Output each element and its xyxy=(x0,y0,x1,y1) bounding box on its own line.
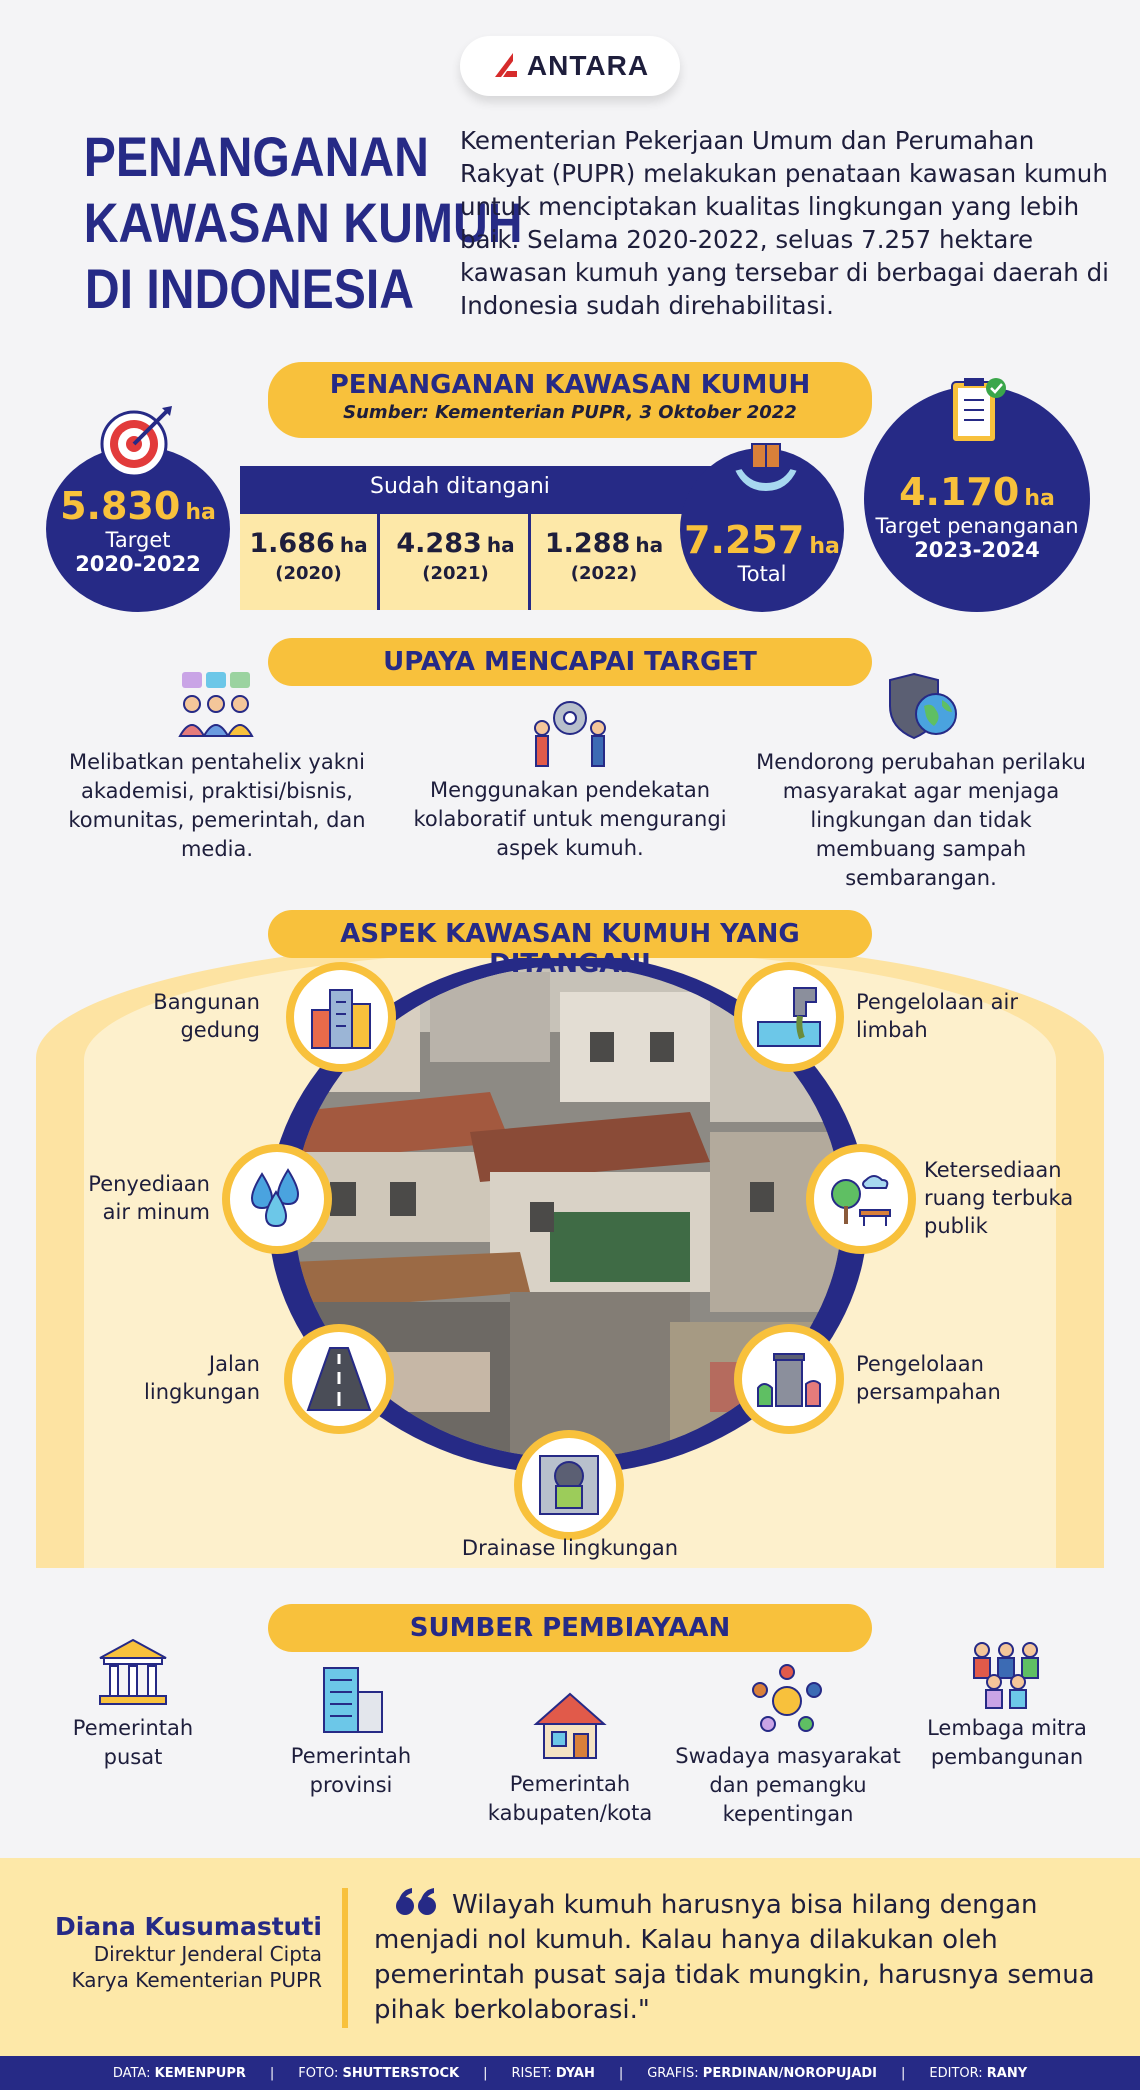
logo-text: ANTARA xyxy=(526,50,650,81)
office-tower-icon xyxy=(314,1662,388,1736)
hands-box-icon xyxy=(730,440,802,504)
efforts-header xyxy=(268,638,872,686)
page-title xyxy=(83,124,523,322)
aspect-icon-ring xyxy=(806,1144,916,1254)
government-building-icon xyxy=(96,1636,170,1710)
funding-title: SUMBER PEMBIAYAAN xyxy=(409,1613,731,1643)
funding-label: Pemerintah pusat xyxy=(72,1716,194,1769)
credit-separator: | xyxy=(618,2065,624,2081)
quote-body: Wilayah kumuh harusnya bisa hilang dengan menjadi nol kumuh. Kalau hanya dilakukan oleh pemerintah pusat saja tidak mungkin, harusnya semua pihak berkolaborasi." xyxy=(374,1890,1095,2025)
effort-text: Melibatkan pentahelix yakni akademisi, praktisi/bisnis, komunitas, pemerintah, dan media. xyxy=(68,750,366,861)
aspect-icon-ring xyxy=(734,962,844,1072)
target-value: 5.830 xyxy=(60,484,181,528)
target-period: 2020-2022 xyxy=(75,552,201,576)
target-bullseye-icon xyxy=(100,402,176,478)
total-value: 7.257 xyxy=(684,518,805,562)
year-unit: ha xyxy=(635,533,664,557)
year-cell-2020 xyxy=(240,514,380,610)
intro-text: Kementerian Pekerjaan Umum dan Perumahan Rakyat (PUPR) melakukan penataan kawasan kumuh untuk menciptakan kualitas lingkungan yang lebih baik. Selama 2020-2022, seluas 7.257 hektare kawasan kumuh yang tersebar di berbagai daerah di Indonesia sudah direhabilitasi. xyxy=(460,126,1109,320)
speaker-role: Direktur Jenderal Cipta xyxy=(93,1942,322,1966)
gears-collaboration-icon xyxy=(530,692,610,770)
aspect-icon-ring xyxy=(734,1324,844,1434)
year-label: (2020) xyxy=(275,563,342,584)
speaker-name: Diana Kusumastuti xyxy=(54,1912,322,1941)
title-line: PENANGANAN xyxy=(83,125,429,188)
checklist-clipboard-icon xyxy=(946,374,1010,448)
road-icon xyxy=(304,1344,374,1414)
aspect-label: Drainase lingkungan xyxy=(461,1536,679,1560)
trash-bins-icon xyxy=(754,1344,824,1414)
handling-header xyxy=(268,362,872,438)
target-unit: ha xyxy=(185,500,216,525)
group-people-icon xyxy=(966,1640,1046,1710)
quote-divider xyxy=(342,1888,348,2028)
done-label: Sudah ditangani xyxy=(370,474,550,499)
year-value: 1.288 xyxy=(544,528,631,559)
wastewater-pipe-icon xyxy=(754,982,824,1052)
total-unit: ha xyxy=(809,534,840,559)
title-line: DI INDONESIA xyxy=(84,257,415,320)
antara-logo-icon xyxy=(491,51,521,81)
target-label: Target xyxy=(105,528,171,552)
year-value: 1.686 xyxy=(249,528,335,559)
aspects-title: ASPEK KAWASAN KUMUH YANG DITANGANI xyxy=(340,919,800,979)
credit-separator: | xyxy=(483,2065,488,2081)
park-icon xyxy=(826,1164,896,1234)
shield-earth-icon xyxy=(886,670,960,742)
funding-label: Swadaya masyarakat dan pemangku kepentingan xyxy=(675,1744,901,1826)
aspect-label: Jalan lingkungan xyxy=(144,1352,260,1404)
credit-separator: | xyxy=(901,2065,906,2081)
future-period: 2023-2024 xyxy=(914,538,1040,562)
speaker-role: Karya Kementerian PUPR xyxy=(71,1968,322,1992)
credit-item: GRAFIS: PERDINAN/NOROPUJADI xyxy=(647,2065,878,2081)
year-label: (2022) xyxy=(570,563,638,584)
house-icon xyxy=(532,1690,608,1764)
funding-label: Pemerintah provinsi xyxy=(290,1744,412,1797)
quote-text xyxy=(374,1888,1104,2028)
year-cell-2021 xyxy=(383,514,531,610)
year-unit: ha xyxy=(486,533,515,557)
total-label: Total xyxy=(737,562,787,586)
aspect-icon-ring xyxy=(222,1144,332,1254)
speaker-block xyxy=(20,1912,322,1993)
drainage-icon xyxy=(534,1450,604,1520)
people-chat-icon xyxy=(178,668,254,740)
community-circle-icon xyxy=(750,1664,824,1738)
aspect-icon-ring xyxy=(514,1430,624,1540)
funding-label: Pemerintah kabupaten/kota xyxy=(487,1772,653,1825)
credit-separator: | xyxy=(269,2065,275,2081)
aspect-icon-ring xyxy=(286,962,396,1072)
aspect-label: Ketersediaan ruang terbuka publik xyxy=(924,1158,1074,1238)
efforts-title: UPAYA MENCAPAI TARGET xyxy=(383,647,757,677)
credits-footer xyxy=(0,2056,1140,2090)
antara-logo xyxy=(460,36,680,96)
credit-item: FOTO: SHUTTERSTOCK xyxy=(298,2065,460,2081)
credit-item: DATA: KEMENPUPR xyxy=(112,2065,246,2081)
year-unit: ha xyxy=(339,533,368,557)
future-unit: ha xyxy=(1024,486,1055,511)
effort-text: Mendorong perubahan perilaku masyarakat agar menjaga lingkungan dan tidak membuang sampah sembarangan. xyxy=(756,750,1086,890)
funding-label: Lembaga mitra pembangunan xyxy=(927,1716,1087,1769)
year-label: (2021) xyxy=(422,563,489,584)
future-value: 4.170 xyxy=(899,470,1020,514)
funding-header xyxy=(268,1604,872,1652)
year-value: 4.283 xyxy=(396,528,482,559)
handling-source: Sumber: Kementerian PUPR, 3 Oktober 2022 xyxy=(343,402,797,423)
buildings-icon xyxy=(306,982,376,1052)
aspect-label: Bangunan gedung xyxy=(153,990,260,1042)
credit-item: RISET: DYAH xyxy=(511,2065,595,2081)
aspect-icon-ring xyxy=(284,1324,394,1434)
aspect-label: Penyediaan air minum xyxy=(88,1172,210,1224)
handling-title: PENANGANAN KAWASAN KUMUH xyxy=(329,370,811,400)
title-line: KAWASAN KUMUH xyxy=(83,191,523,254)
aspect-label: Pengelolaan air limbah xyxy=(856,990,1018,1042)
future-label: Target penanganan xyxy=(875,514,1079,538)
water-drops-icon xyxy=(242,1164,312,1234)
year-cell-2022 xyxy=(534,514,674,610)
aspects-header xyxy=(268,910,872,979)
credit-item: EDITOR: RANY xyxy=(929,2065,1028,2081)
effort-text: Menggunakan pendekatan kolaboratif untuk mengurangi aspek kumuh. xyxy=(413,778,727,860)
aspect-label: Pengelolaan persampahan xyxy=(856,1352,1001,1404)
